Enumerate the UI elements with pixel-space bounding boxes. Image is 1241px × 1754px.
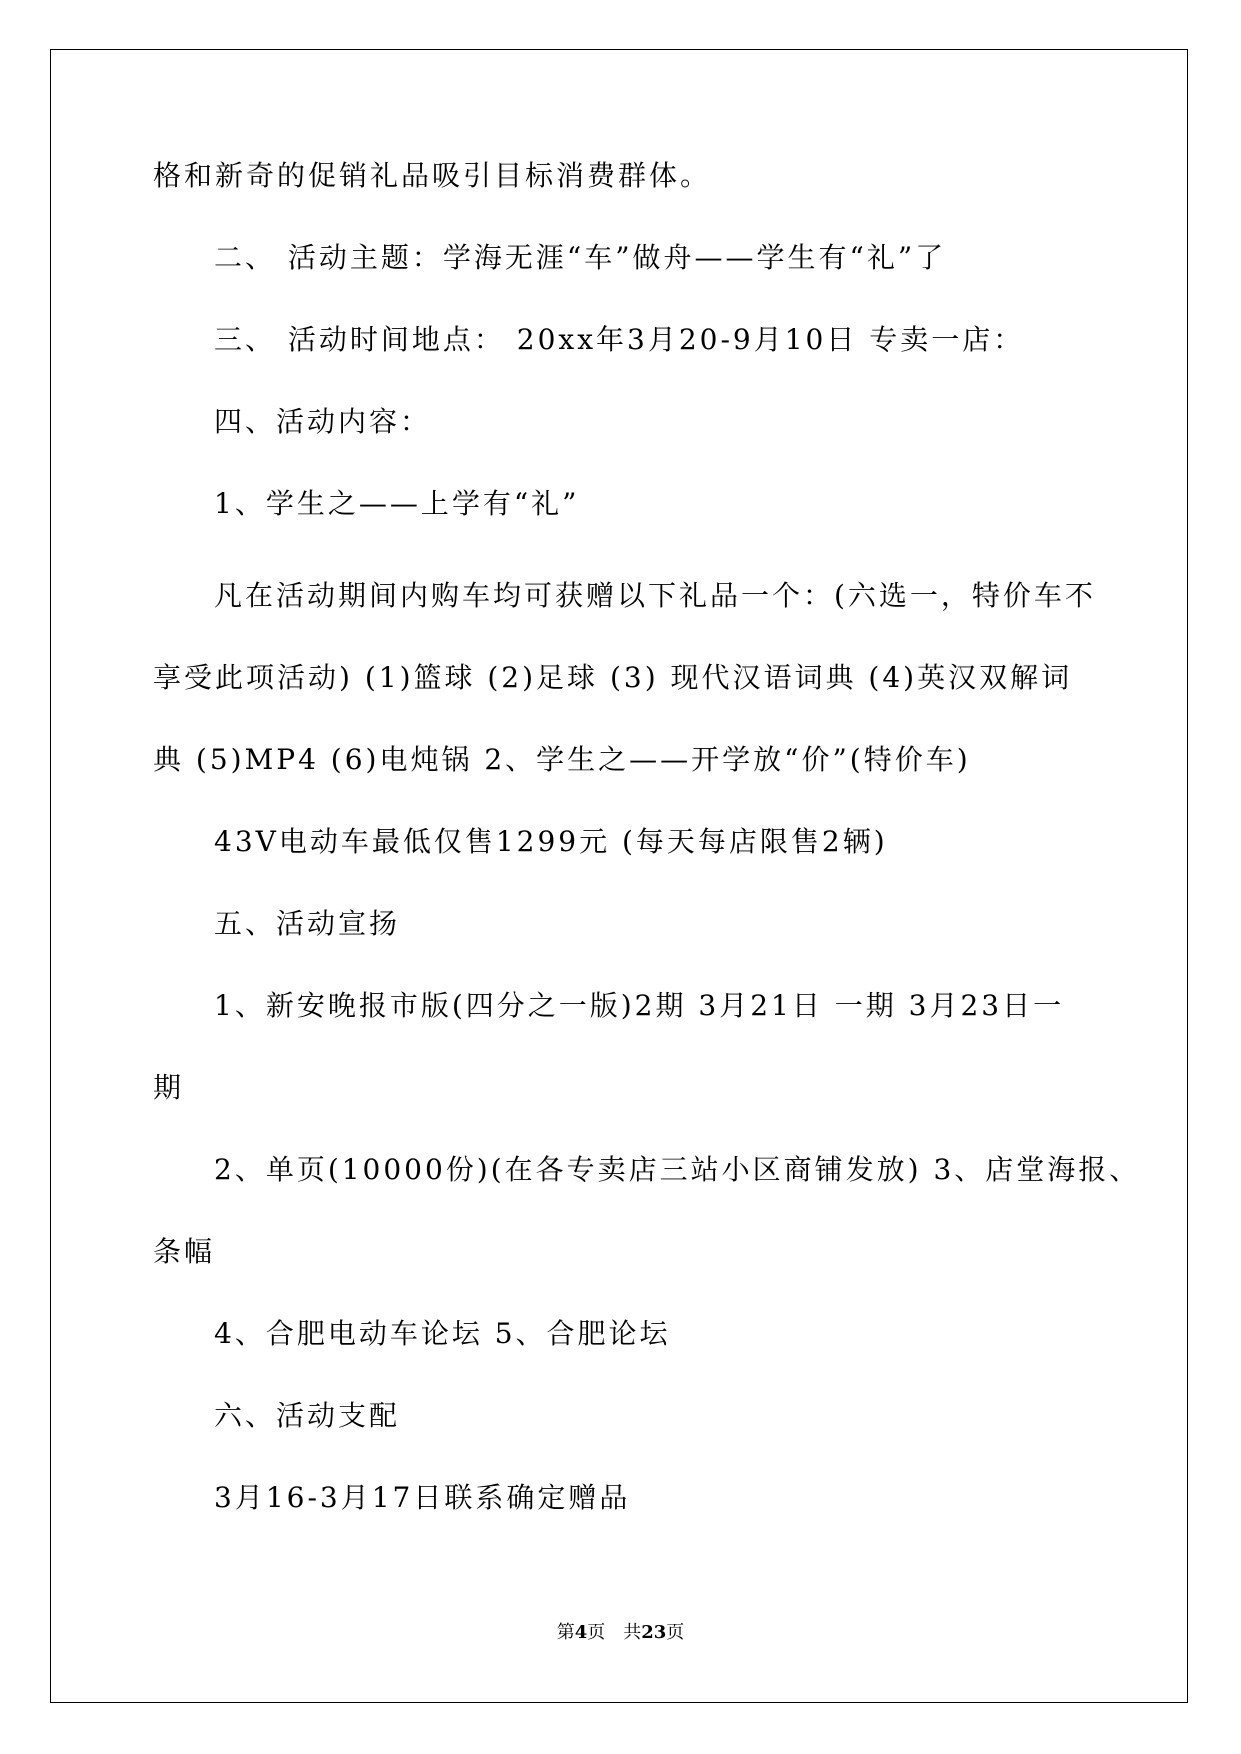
body-line-15: 4、合肥电动车论坛 5、合肥论坛: [214, 1317, 671, 1350]
body-line-2: 二、 活动主题：学海无涯“车”做舟——学生有“礼”了: [214, 241, 947, 274]
body-line-8: 典 (5)MP4 (6)电炖锅 2、学生之——开学放“价”(特价车): [153, 743, 971, 776]
footer-total-prefix: 共: [623, 1622, 642, 1643]
body-line-5: 1、学生之——上学有“礼”: [214, 487, 580, 520]
footer-total-pages: 23: [641, 1622, 667, 1643]
body-line-3: 三、 活动时间地点： 20xx年3月20-9月10日 专卖一店：: [214, 323, 1025, 356]
body-line-7: 享受此项活动) (1)篮球 (2)足球 (3) 现代汉语词典 (4)英汉双解词: [153, 661, 1073, 694]
page-border: [50, 49, 1188, 1703]
body-line-6: 凡在活动期间内购车均可获赠以下礼品一个：(六选一，特价车不: [214, 579, 1096, 612]
body-line-1: 格和新奇的促销礼品吸引目标消费群体。: [153, 159, 712, 192]
body-line-13: 2、单页(10000份)(在各专卖店三站小区商铺发放) 3、店堂海报、: [214, 1153, 1141, 1186]
page-footer: [0, 1621, 1241, 1645]
footer-page-suffix: 页: [587, 1622, 606, 1643]
body-line-14: 条幅: [153, 1235, 216, 1268]
footer-total-suffix: 页: [666, 1622, 685, 1643]
body-line-9: 43V电动车最低仅售1299元 (每天每店限售2辆): [214, 825, 888, 858]
body-line-11: 1、新安晚报市版(四分之一版)2期 3月21日 一期 3月23日一: [214, 989, 1065, 1022]
body-line-12: 期: [153, 1071, 185, 1104]
footer-page-number: 4: [574, 1622, 588, 1643]
footer-page-prefix: 第: [556, 1622, 575, 1643]
body-line-16: 六、活动支配: [214, 1399, 401, 1432]
body-line-10: 五、活动宣扬: [214, 907, 401, 940]
body-line-17: 3月16-3月17日联系确定赠品: [214, 1481, 631, 1514]
body-line-4: 四、活动内容：: [214, 405, 432, 438]
